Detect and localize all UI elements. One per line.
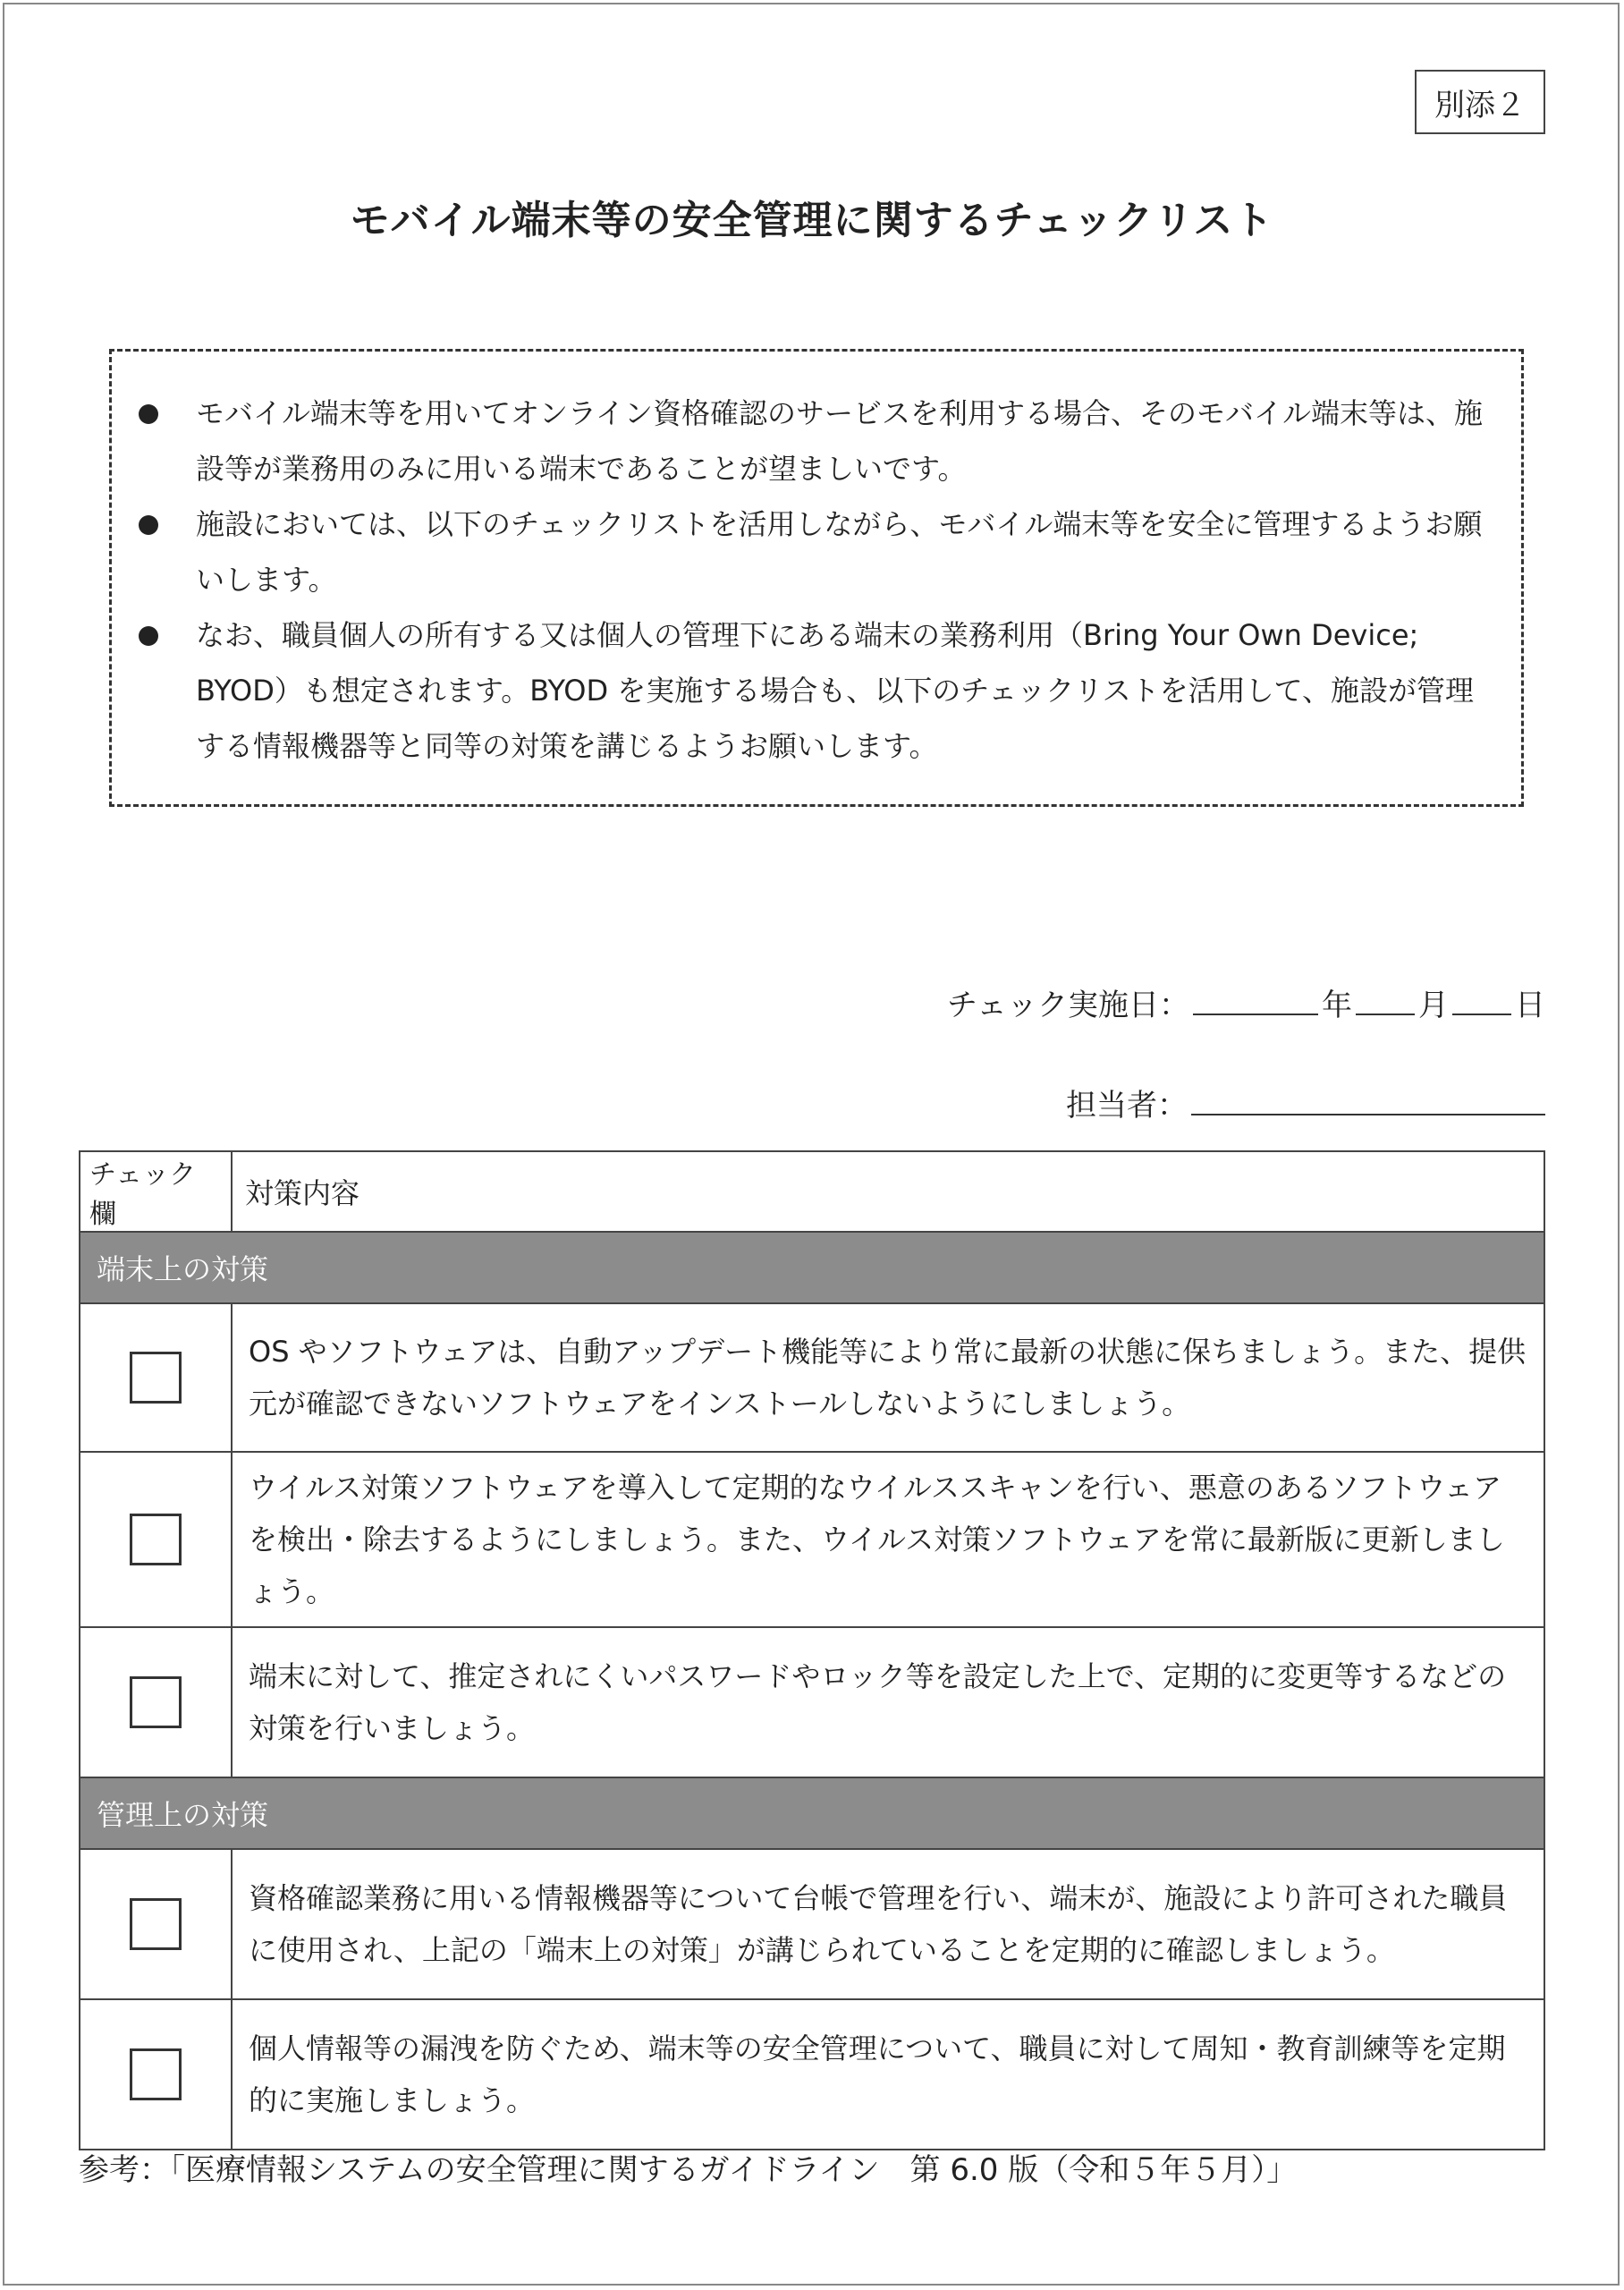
header-content-column: 対策内容 [232,1151,1544,1232]
table-row [80,1303,1544,1452]
table-row [80,1999,1544,2150]
person-in-charge-line [1066,1081,1545,1124]
notice-item [133,607,1485,774]
section-title: 端末上の対策 [80,1232,1544,1303]
day-label: 日 [1515,988,1545,1023]
checkbox[interactable] [130,1898,182,1950]
checkbox-cell [80,1452,232,1627]
checkbox[interactable] [130,1676,182,1728]
measure-text: 端末に対して、推定されにくいパスワードやロック等を設定した上で、定期的に変更等するなどの対策を行いましょう。 [232,1627,1544,1777]
attachment-label: 別添２ [1415,70,1545,134]
notice-item [133,386,1485,496]
check-date-label: チェック実施日： [947,988,1189,1023]
check-date-line [947,980,1545,1024]
checkbox[interactable] [130,2048,182,2100]
section-header-management [80,1777,1544,1849]
notice-text: モバイル端末等を用いてオンライン資格確認のサービスを利用する場合、そのモバイル端末等は、施設等が業務用のみに用いる端末であることが望ましいです。 [196,396,1484,486]
checkbox[interactable] [130,1352,182,1404]
table-row [80,1627,1544,1777]
notice-text: なお、職員個人の所有する又は個人の管理下にある端末の業務利用（Bring Your Own Device; BYOD）も想定されます。BYOD を実施する場合も、以下のチェックリストを活用して、施設が管理する情報機器等と同等の対策を講じるようお願いします。 [196,618,1475,763]
month-field[interactable] [1356,981,1415,1015]
reference-footnote: 参考：「医療情報システムの安全管理に関するガイドライン 第 6.0 版（令和５年５月）」 [79,2152,1298,2188]
year-label: 年 [1322,988,1352,1023]
notice-box [109,349,1524,807]
person-in-charge-label: 担当者： [1066,1088,1188,1124]
header-check-column: チェック欄 [80,1151,232,1232]
person-in-charge-field[interactable] [1191,1081,1545,1115]
notice-text: 施設においては、以下のチェックリストを活用しながら、モバイル端末等を安全に管理するようお願いします。 [196,507,1483,597]
section-header-device [80,1232,1544,1303]
measure-text: 資格確認業務に用いる情報機器等について台帳で管理を行い、端末が、施設により許可された職員に使用され、上記の「端末上の対策」が講じられていることを定期的に確認しましょう。 [232,1849,1544,1999]
bullet-icon [133,496,196,607]
month-label: 月 [1418,988,1449,1023]
checkbox-cell [80,1999,232,2150]
notice-item [133,496,1485,607]
section-title: 管理上の対策 [80,1777,1544,1849]
checkbox-cell [80,1627,232,1777]
day-field[interactable] [1452,981,1511,1015]
year-field[interactable] [1193,981,1318,1015]
checkbox-cell [80,1849,232,1999]
table-row [80,1849,1544,1999]
bullet-icon [133,386,196,496]
table-row [80,1452,1544,1627]
measure-text: OS やソフトウェアは、自動アップデート機能等により常に最新の状態に保ちましょう。また、提供元が確認できないソフトウェアをインストールしないようにしましょう。 [232,1303,1544,1452]
measure-text: 個人情報等の漏洩を防ぐため、端末等の安全管理について、職員に対して周知・教育訓練等を定期的に実施しましょう。 [232,1999,1544,2150]
checklist-table [79,1150,1545,2150]
table-header-row [80,1151,1544,1232]
bullet-icon [133,607,196,774]
checkbox-cell [80,1303,232,1452]
document-title: モバイル端末等の安全管理に関するチェックリスト [350,198,1274,243]
checkbox[interactable] [130,1514,182,1565]
measure-text: ウイルス対策ソフトウェアを導入して定期的なウイルススキャンを行い、悪意のあるソフトウェアを検出・除去するようにしましょう。また、ウイルス対策ソフトウェアを常に最新版に更新しましょう。 [232,1452,1544,1627]
